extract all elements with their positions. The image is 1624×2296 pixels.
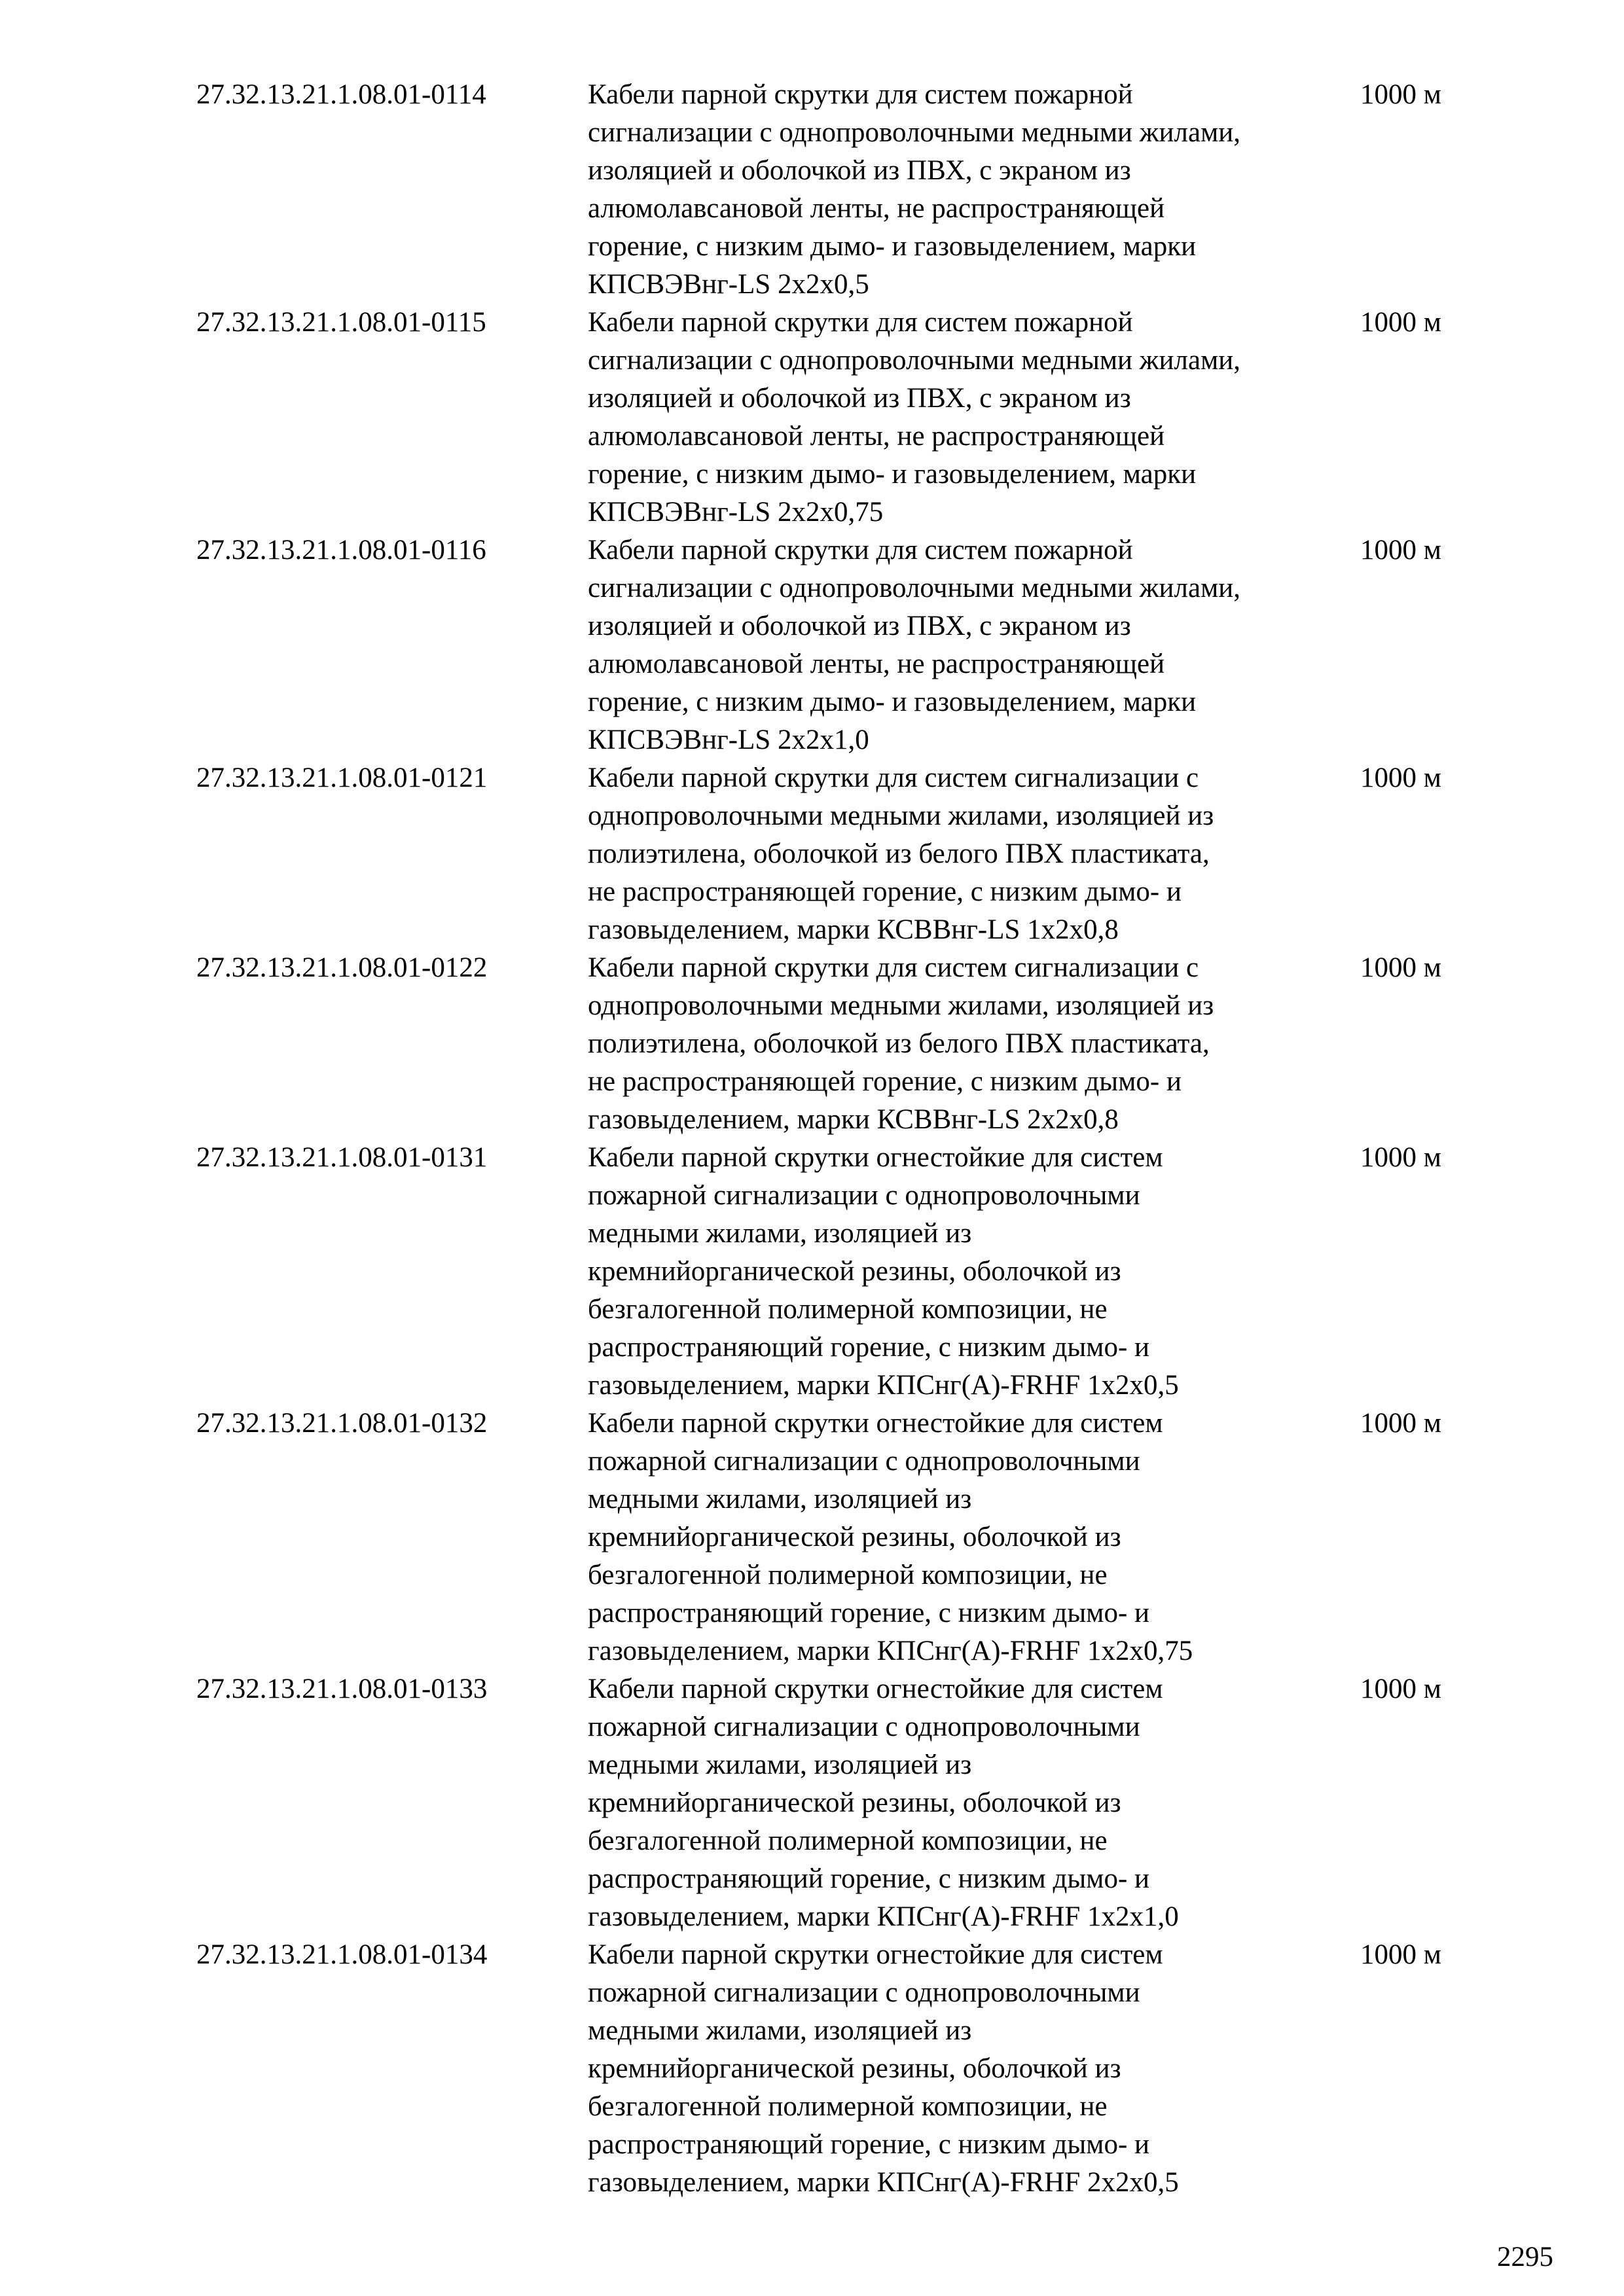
description-line: не распространяющей горение, с низким дымо- и: [588, 1066, 1182, 1097]
description-line: однопроволочными медными жилами, изоляцией из: [588, 990, 1214, 1021]
unit-of-measure: 1000 м: [1360, 952, 1441, 983]
description-line: кремнийорганической резины, оболочкой из: [588, 2053, 1121, 2084]
description-line: безгалогенной полимерной композиции, не: [588, 1294, 1108, 1325]
description-line: однопроволочными медными жилами, изоляцией из: [588, 800, 1214, 831]
description-line: КПСВЭВнг-LS 2х2х0,5: [588, 269, 869, 300]
description-line: газовыделением, марки КПСнг(А)-FRHF 1х2х1,0: [588, 1901, 1179, 1932]
unit-of-measure: 1000 м: [1360, 762, 1441, 793]
resource-code: 27.32.13.21.1.08.01-0114: [196, 79, 486, 110]
description-line: медными жилами, изоляцией из: [588, 1484, 972, 1515]
description-line: безгалогенной полимерной композиции, не: [588, 2091, 1108, 2122]
unit-of-measure: 1000 м: [1360, 1674, 1441, 1704]
resource-description: [588, 531, 1360, 759]
description-line: Кабели парной скрутки огнестойкие для систем: [588, 1674, 1163, 1704]
resource-code: 27.32.13.21.1.08.01-0122: [196, 952, 488, 983]
unit-of-measure: 1000 м: [1360, 1142, 1441, 1173]
resource-code: 27.32.13.21.1.08.01-0115: [196, 307, 486, 338]
description-line: кремнийорганической резины, оболочкой из: [588, 1787, 1121, 1818]
description-line: безгалогенной полимерной композиции, не: [588, 1825, 1108, 1856]
description-line: сигнализации с однопроволочными медными жилами,: [588, 345, 1241, 376]
resource-code: 27.32.13.21.1.08.01-0132: [196, 1408, 488, 1439]
catalog-table: [196, 76, 1479, 2202]
catalog-row: [196, 76, 1479, 304]
catalog-row: [196, 1670, 1479, 1936]
catalog-row: [196, 949, 1479, 1139]
catalog-row: [196, 304, 1479, 531]
description-line: не распространяющей горение, с низким дымо- и: [588, 876, 1182, 907]
description-line: сигнализации с однопроволочными медными жилами,: [588, 117, 1241, 148]
description-line: изоляцией и оболочкой из ПВХ, с экраном из: [588, 155, 1131, 186]
unit-of-measure: 1000 м: [1360, 79, 1441, 110]
description-line: сигнализации с однопроволочными медными жилами,: [588, 573, 1241, 603]
description-line: Кабели парной скрутки для систем сигнализации с: [588, 762, 1199, 793]
description-line: безгалогенной полимерной композиции, не: [588, 1560, 1108, 1590]
description-line: Кабели парной скрутки для систем пожарной: [588, 307, 1133, 338]
description-line: пожарной сигнализации с однопроволочными: [588, 1180, 1140, 1211]
description-line: распространяющий горение, с низким дымо- и: [588, 1863, 1150, 1894]
unit-of-measure: 1000 м: [1360, 1408, 1441, 1439]
description-line: Кабели парной скрутки огнестойкие для систем: [588, 1142, 1163, 1173]
description-line: Кабели парной скрутки огнестойкие для систем: [588, 1939, 1163, 1970]
description-line: распространяющий горение, с низким дымо- и: [588, 2129, 1150, 2160]
catalog-row: [196, 1139, 1479, 1405]
description-line: алюмолавсановой ленты, не распространяющей: [588, 649, 1165, 679]
description-line: Кабели парной скрутки для систем пожарной: [588, 79, 1133, 110]
description-line: пожарной сигнализации с однопроволочными: [588, 1446, 1140, 1477]
description-line: алюмолавсановой ленты, не распространяющей: [588, 193, 1165, 224]
description-line: изоляцией и оболочкой из ПВХ, с экраном из: [588, 611, 1131, 641]
description-line: газовыделением, марки КПСнг(А)-FRHF 1х2х0,75: [588, 1636, 1193, 1666]
description-line: газовыделением, марки КСВВнг-LS 2х2х0,8: [588, 1104, 1119, 1135]
description-line: горение, с низким дымо- и газовыделением, марки: [588, 231, 1197, 262]
resource-description: [588, 1139, 1360, 1405]
description-line: горение, с низким дымо- и газовыделением, марки: [588, 459, 1197, 490]
catalog-row: [196, 1936, 1479, 2202]
description-line: пожарной сигнализации с однопроволочными: [588, 1977, 1140, 2008]
description-line: кремнийорганической резины, оболочкой из: [588, 1256, 1121, 1287]
resource-code: 27.32.13.21.1.08.01-0131: [196, 1142, 488, 1173]
resource-description: [588, 304, 1360, 531]
resource-description: [588, 76, 1360, 304]
description-line: алюмолавсановой ленты, не распространяющей: [588, 421, 1165, 452]
catalog-row: [196, 531, 1479, 759]
description-line: пожарной сигнализации с однопроволочными: [588, 1712, 1140, 1742]
resource-description: [588, 949, 1360, 1139]
resource-description: [588, 1405, 1360, 1670]
description-line: Кабели парной скрутки огнестойкие для систем: [588, 1408, 1163, 1439]
description-line: газовыделением, марки КПСнг(А)-FRHF 2х2х0,5: [588, 2167, 1179, 2198]
description-line: изоляцией и оболочкой из ПВХ, с экраном из: [588, 383, 1131, 414]
unit-of-measure: 1000 м: [1360, 535, 1441, 565]
description-line: КПСВЭВнг-LS 2х2х1,0: [588, 725, 869, 755]
description-line: Кабели парной скрутки для систем сигнализации с: [588, 952, 1199, 983]
catalog-row: [196, 1405, 1479, 1670]
description-line: медными жилами, изоляцией из: [588, 1218, 972, 1249]
resource-description: [588, 1936, 1360, 2202]
catalog-row: [196, 759, 1479, 949]
description-line: медными жилами, изоляцией из: [588, 1749, 972, 1780]
resource-code: 27.32.13.21.1.08.01-0116: [196, 535, 486, 565]
description-line: распространяющий горение, с низким дымо- и: [588, 1332, 1150, 1363]
resource-code: 27.32.13.21.1.08.01-0133: [196, 1674, 488, 1704]
description-line: КПСВЭВнг-LS 2х2х0,75: [588, 497, 884, 528]
description-line: газовыделением, марки КСВВнг-LS 1х2х0,8: [588, 914, 1119, 945]
resource-code: 27.32.13.21.1.08.01-0134: [196, 1939, 488, 1970]
page-number: 2295: [1497, 2242, 1553, 2272]
description-line: полиэтилена, оболочкой из белого ПВХ пластиката,: [588, 1028, 1210, 1059]
description-line: медными жилами, изоляцией из: [588, 2015, 972, 2046]
description-line: газовыделением, марки КПСнг(А)-FRHF 1х2х0,5: [588, 1370, 1179, 1401]
description-line: Кабели парной скрутки для систем пожарной: [588, 535, 1133, 565]
resource-description: [588, 1670, 1360, 1936]
description-line: горение, с низким дымо- и газовыделением, марки: [588, 687, 1197, 717]
unit-of-measure: 1000 м: [1360, 1939, 1441, 1970]
resource-description: [588, 759, 1360, 949]
unit-of-measure: 1000 м: [1360, 307, 1441, 338]
resource-code: 27.32.13.21.1.08.01-0121: [196, 762, 488, 793]
description-line: кремнийорганической резины, оболочкой из: [588, 1522, 1121, 1552]
description-line: полиэтилена, оболочкой из белого ПВХ пластиката,: [588, 838, 1210, 869]
description-line: распространяющий горение, с низким дымо- и: [588, 1598, 1150, 1628]
